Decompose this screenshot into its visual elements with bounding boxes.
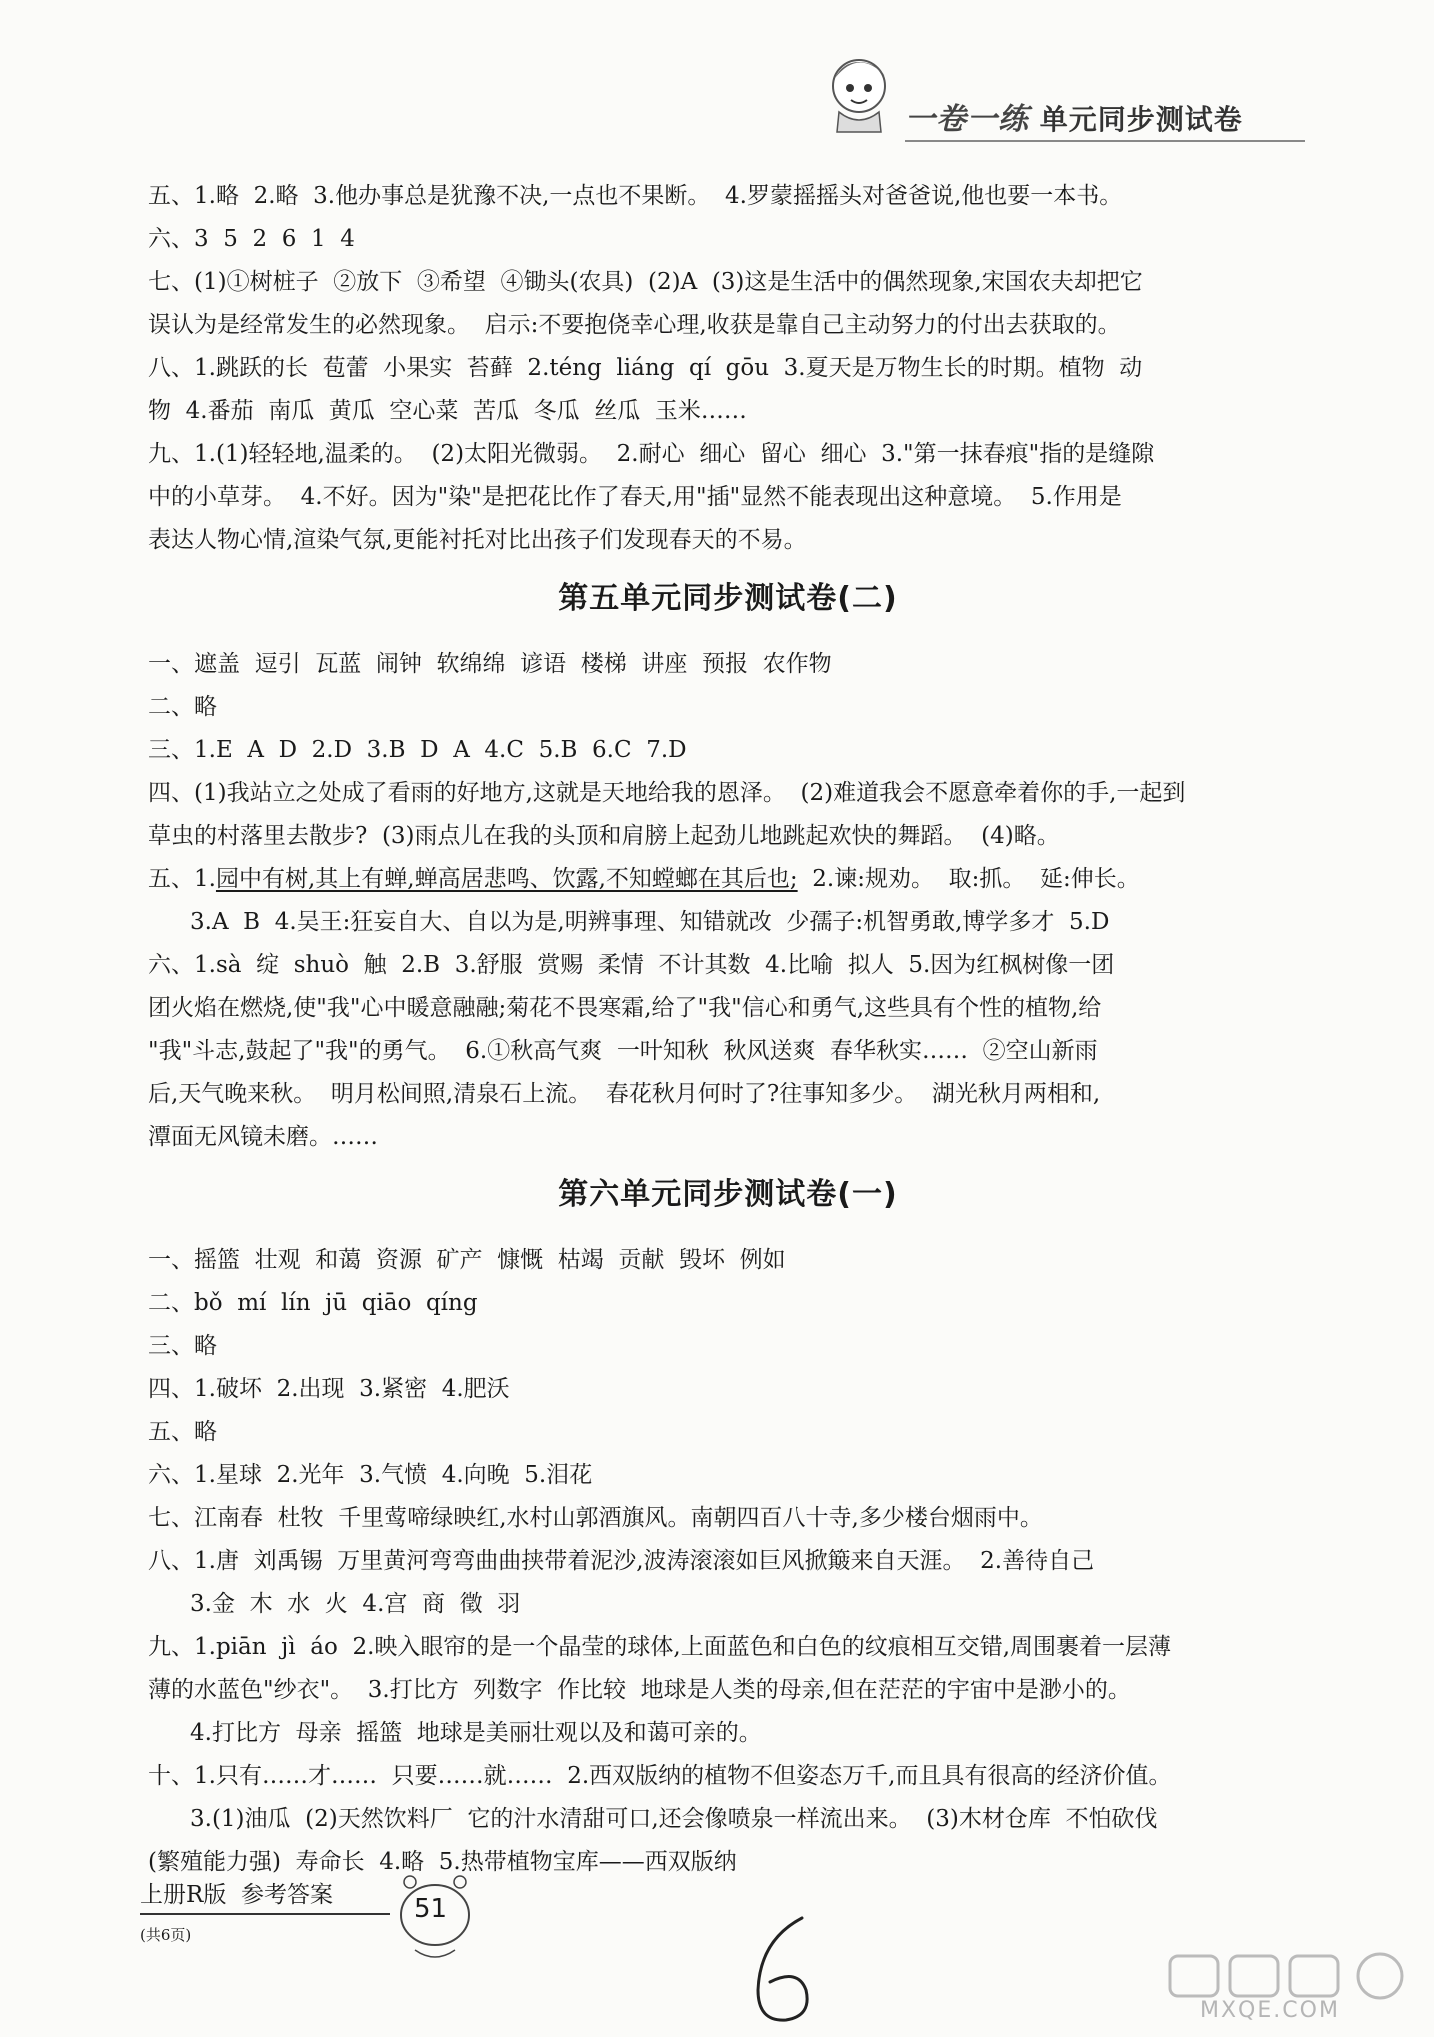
- page-header: [815, 48, 1315, 138]
- answer-line: 七、(1)①树桩子 ②放下 ③希望 ④锄头(农具) (2)A (3)这是生活中的偶然现象,宋国农夫却把它: [148, 269, 1143, 295]
- footer-rule: [140, 1913, 390, 1915]
- handwritten-mark: [740, 1910, 830, 2030]
- answer-line: 一、遮盖 逗引 瓦蓝 闹钟 软绵绵 谚语 楼梯 讲座 预报 农作物: [148, 651, 832, 677]
- footer-label: 上册R版 参考答案: [140, 1882, 333, 1908]
- answer-line: 九、1.piān jì áo 2.映入眼帘的是一个晶莹的球体,上面蓝色和白色的纹痕相互交错,周围裹着一层薄: [148, 1634, 1172, 1660]
- page-number-badge: [390, 1860, 480, 1970]
- answer-line: 四、1.破坏 2.出现 3.紧密 4.肥沃: [148, 1376, 510, 1402]
- brand-small: 单元同步测试卷: [1039, 103, 1243, 136]
- answer-line: 后,天气晚来秋。 明月松间照,清泉石上流。 春花秋月何时了?往事知多少。 湖光秋月两相和,: [148, 1081, 1101, 1107]
- page-number: 51: [414, 1894, 448, 1924]
- answer-line: 二、bǒ mí lín jū qiāo qíng: [148, 1290, 478, 1316]
- answer-line: 五、略: [148, 1419, 217, 1445]
- answer-line: 误认为是经常发生的必然现象。 启示:不要抱侥幸心理,收获是靠自己主动努力的付出去获取的。: [148, 312, 1121, 338]
- answer-line: 团火焰在燃烧,使"我"心中暖意融融;菊花不畏寒霜,给了"我"信心和勇气,这些具有个性的植物,给: [148, 995, 1102, 1021]
- answer-line: 中的小草芽。 4.不好。因为"染"是把花比作了春天,用"插"显然不能表现出这种意境。 5.作用是: [148, 484, 1122, 510]
- header-rule: [905, 140, 1305, 142]
- watermark-logo-icon: [1130, 1950, 1430, 2000]
- answer-line-underlined: [148, 858, 1140, 901]
- answer-line: 九、1.(1)轻轻地,温柔的。 (2)太阳光微弱。 2.耐心 细心 留心 细心 3."第一抹春痕"指的是缝隙: [148, 441, 1155, 467]
- answer-line: 二、略: [148, 694, 217, 720]
- answer-line: "我"斗志,鼓起了"我"的勇气。 6.①秋高气爽 一叶知秋 秋风送爽 春华秋实…… ②空山新雨: [148, 1038, 1098, 1064]
- answer-line: 七、江南春 杜牧 千里莺啼绿映红,水村山郭酒旗风。南朝四百八十寺,多少楼台烟雨中。: [148, 1505, 1043, 1531]
- answer-line: 三、略: [148, 1333, 217, 1359]
- page-footer: [140, 1860, 448, 1980]
- section-title-unit5: 第五单元同步测试卷(二): [558, 581, 898, 616]
- answer-line: 十、1.只有……才…… 只要……就…… 2.西双版纳的植物不但姿态万千,而且具有很高的经济价值。: [148, 1763, 1172, 1789]
- answer-line: 潭面无风镜未磨。……: [148, 1124, 378, 1150]
- answer-line: 表达人物心情,渲染气氛,更能衬托对比出孩子们发现春天的不易。: [148, 527, 807, 553]
- footer-page-count: (共6页): [140, 1926, 192, 1944]
- answer-line: 八、1.跳跃的长 苞蕾 小果实 苔藓 2.téng liáng qí gōu 3.夏天是万物生长的时期。植物 动: [148, 355, 1143, 381]
- answer-line: 一、摇篮 壮观 和蔼 资源 矿产 慷慨 枯竭 贡献 毁坏 例如: [148, 1247, 786, 1273]
- answer-line: 4.打比方 母亲 摇篮 地球是美丽壮观以及和蔼可亲的。: [190, 1720, 762, 1746]
- watermark-text: MXQE.COM: [1200, 1998, 1340, 2023]
- answer-line: 三、1.E A D 2.D 3.B D A 4.C 5.B 6.C 7.D: [148, 737, 687, 763]
- brand-title: [905, 94, 1243, 138]
- answer-line: 3.金 木 水 火 4.宫 商 徵 羽: [190, 1591, 521, 1617]
- answer-line: 五、1.略 2.略 3.他办事总是犹豫不决,一点也不果断。 4.罗蒙摇摇头对爸爸说,他也要一本书。: [148, 183, 1123, 209]
- answer-line: 四、(1)我站立之处成了看雨的好地方,这就是天地给我的恩泽。 (2)难道我会不愿意牵着你的手,一起到: [148, 780, 1186, 806]
- brand-big: 一卷一练: [905, 102, 1029, 137]
- answer-line: 草虫的村落里去散步? (3)雨点儿在我的头顶和肩膀上起劲儿地跳起欢快的舞蹈。 (4)略。: [148, 823, 1060, 849]
- section-title-unit6: 第六单元同步测试卷(一): [558, 1177, 898, 1212]
- answer-line: 六、1.sà 绽 shuò 触 2.B 3.舒服 赏赐 柔情 不计其数 4.比喻 拟人 5.因为红枫树像一团: [148, 952, 1115, 978]
- answer-line: 薄的水蓝色"纱衣"。 3.打比方 列数字 作比较 地球是人类的母亲,但在茫茫的宇宙中是渺小的。: [148, 1677, 1131, 1703]
- answer-line: 八、1.唐 刘禹锡 万里黄河弯弯曲曲挟带着泥沙,波涛滚滚如巨风掀簸来自天涯。 2.善待自己: [148, 1548, 1095, 1574]
- answer-line: (繁殖能力强) 寿命长 4.略 5.热带植物宝库——西双版纳: [148, 1849, 737, 1875]
- line-suffix: 2.谏:规劝。 取:抓。 延:伸长。: [797, 866, 1140, 892]
- underlined-quote: 园中有树,其上有蝉,蝉高居悲鸣、饮露,不知螳螂在其后也;: [215, 866, 798, 892]
- mascot-logo: [815, 48, 905, 136]
- answer-line: 3.(1)油瓜 (2)天然饮料厂 它的汁水清甜可口,还会像喷泉一样流出来。 (3)木材仓库 不怕砍伐: [190, 1806, 1158, 1832]
- line-prefix: 五、1.: [148, 866, 216, 892]
- answer-line: 六、3 5 2 6 1 4: [148, 226, 355, 252]
- answer-line: 3.A B 4.吴王:狂妄自大、自以为是,明辨事理、知错就改 少孺子:机智勇敢,博学多才 5.D: [190, 909, 1110, 935]
- answer-line: 物 4.番茄 南瓜 黄瓜 空心菜 苦瓜 冬瓜 丝瓜 玉米……: [148, 398, 747, 424]
- watermark: [1130, 1950, 1430, 2037]
- answer-line: 六、1.星球 2.光年 3.气愤 4.向晚 5.泪花: [148, 1462, 593, 1488]
